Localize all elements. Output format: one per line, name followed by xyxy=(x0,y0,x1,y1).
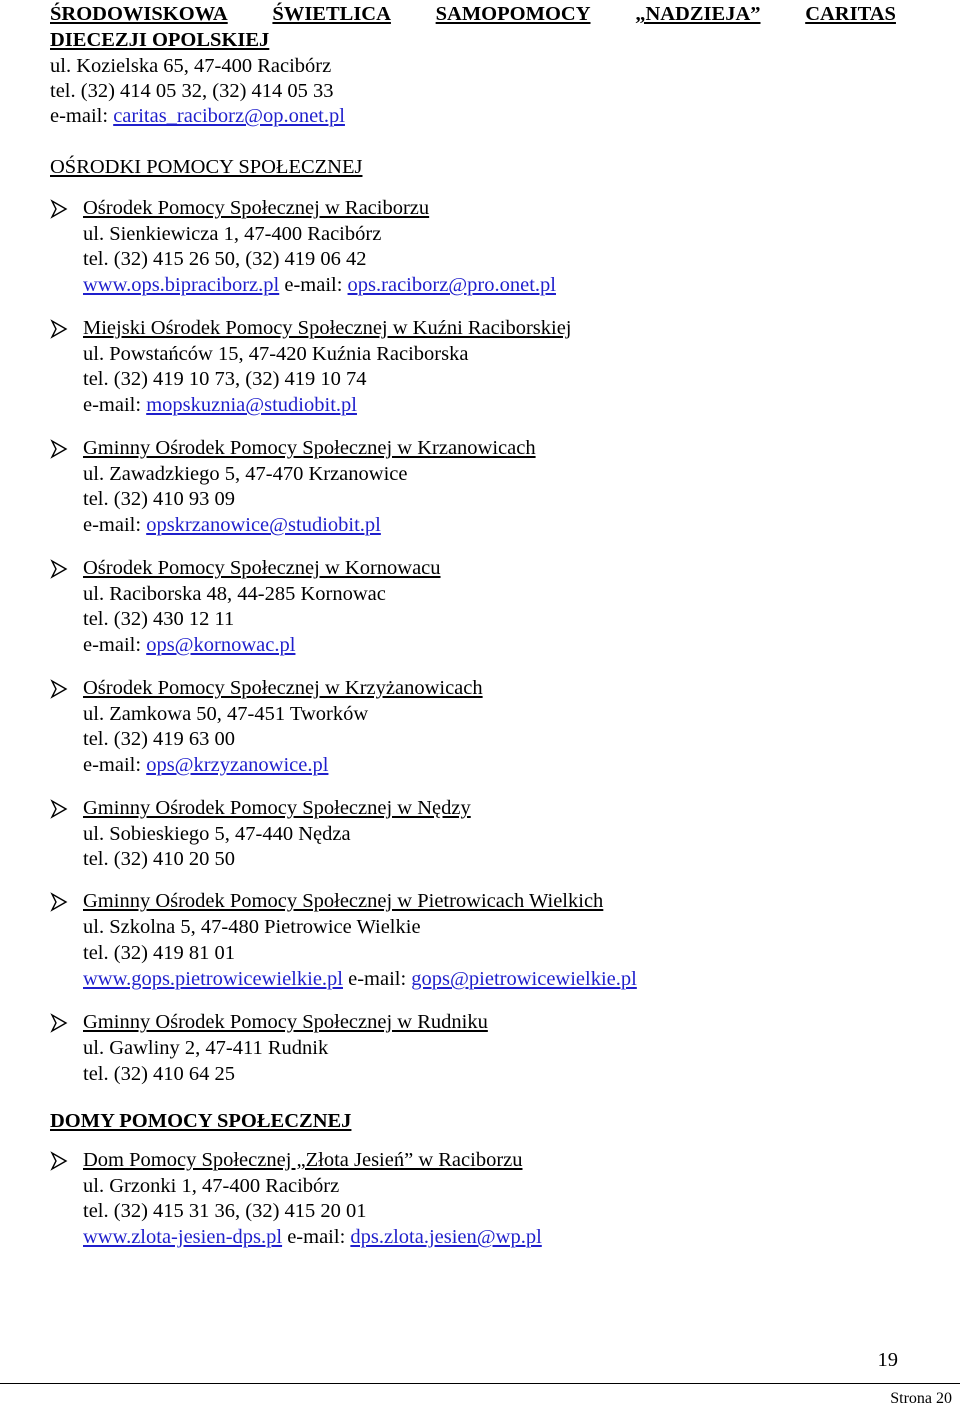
ops-item-phone: tel. (32) 419 63 00 xyxy=(83,728,236,750)
ops-item-address: ul. Sienkiewicza 1, 47-400 Racibórz xyxy=(83,223,382,245)
email-link[interactable]: ops.raciborz@pro.onet.pl xyxy=(347,274,556,296)
arrowhead-bullet-icon xyxy=(50,439,68,459)
caritas-heading xyxy=(50,2,896,26)
dps-item-address: ul. Grzonki 1, 47-400 Racibórz xyxy=(83,1175,340,1197)
arrowhead-bullet-icon xyxy=(50,1013,68,1033)
email-label: e-mail: xyxy=(50,105,109,127)
ops-item-web-row xyxy=(83,967,637,991)
ops-item-email-row xyxy=(83,633,295,657)
caritas-heading-word: SAMOPOMOCY xyxy=(435,3,591,25)
ops-section-title: OŚRODKI POMOCY SPOŁECZNEJ xyxy=(50,156,363,178)
arrowhead-bullet-icon xyxy=(50,1151,68,1171)
ops-item-phone: tel. (32) 419 81 01 xyxy=(83,942,236,964)
website-link[interactable]: www.ops.bipraciborz.pl xyxy=(83,274,280,296)
ops-item-name: Miejski Ośrodek Pomocy Społecznej w Kuźni Raciborskiej xyxy=(83,317,572,339)
footer-page-label: Strona 20 xyxy=(890,1390,952,1407)
email-label: e-mail: xyxy=(83,394,142,416)
caritas-heading-word: „NADZIEJA” xyxy=(635,3,761,25)
email-link[interactable]: mopskuznia@studiobit.pl xyxy=(146,394,357,416)
ops-item-name: Ośrodek Pomocy Społecznej w Raciborzu xyxy=(83,197,430,219)
ops-item-phone: tel. (32) 430 12 11 xyxy=(83,608,235,630)
arrowhead-bullet-icon xyxy=(50,319,68,339)
ops-item-phone: tel. (32) 410 64 25 xyxy=(83,1063,236,1085)
arrowhead-bullet-icon xyxy=(50,799,68,819)
caritas-heading-word: ŚRODOWISKOWA xyxy=(50,3,228,25)
arrowhead-bullet-icon xyxy=(50,679,68,699)
dps-item-name: Dom Pomocy Społecznej „Złota Jesień” w Raciborzu xyxy=(83,1149,523,1171)
caritas-email-link[interactable]: caritas_raciborz@op.onet.pl xyxy=(113,105,345,127)
ops-item-name: Ośrodek Pomocy Społecznej w Kornowacu xyxy=(83,557,441,579)
email-label: e-mail: xyxy=(287,1226,346,1248)
caritas-heading-word: CARITAS xyxy=(805,3,896,25)
ops-item-email-row xyxy=(83,393,357,417)
email-label: e-mail: xyxy=(284,274,343,296)
ops-item-address: ul. Zawadzkiego 5, 47-470 Krzanowice xyxy=(83,463,408,485)
ops-item-phone: tel. (32) 410 20 50 xyxy=(83,848,236,870)
ops-item-address: ul. Sobieskiego 5, 47-440 Nędza xyxy=(83,823,351,845)
ops-item-name: Ośrodek Pomocy Społecznej w Krzyżanowicach xyxy=(83,677,483,699)
caritas-heading-line2: DIECEZJI OPOLSKIEJ xyxy=(50,29,270,51)
caritas-phone: tel. (32) 414 05 32, (32) 414 05 33 xyxy=(50,80,334,102)
arrowhead-bullet-icon xyxy=(50,892,68,912)
ops-item-phone: tel. (32) 410 93 09 xyxy=(83,488,236,510)
website-link[interactable]: www.gops.pietrowicewielkie.pl xyxy=(83,968,343,990)
footer-divider xyxy=(0,1383,960,1384)
email-link[interactable]: opskrzanowice@studiobit.pl xyxy=(146,514,381,536)
ops-item-address: ul. Szkolna 5, 47-480 Pietrowice Wielkie xyxy=(83,916,421,938)
email-label: e-mail: xyxy=(83,634,142,656)
dps-section-title: DOMY POMOCY SPOŁECZNEJ xyxy=(50,1110,352,1132)
ops-item-address: ul. Powstańców 15, 47-420 Kuźnia Raciborska xyxy=(83,343,469,365)
ops-item-email-row xyxy=(83,513,381,537)
ops-item-name: Gminny Ośrodek Pomocy Społecznej w Nędzy xyxy=(83,797,471,819)
ops-item-address: ul. Zamkowa 50, 47-451 Tworków xyxy=(83,703,369,725)
email-link[interactable]: dps.zlota.jesien@wp.pl xyxy=(350,1226,542,1248)
email-link[interactable]: gops@pietrowicewielkie.pl xyxy=(411,968,637,990)
caritas-heading-word: ŚWIETLICA xyxy=(272,3,391,25)
email-link[interactable]: ops@kornowac.pl xyxy=(146,634,296,656)
ops-item-address: ul. Gawliny 2, 47-411 Rudnik xyxy=(83,1037,329,1059)
dps-item-phone: tel. (32) 415 31 36, (32) 415 20 01 xyxy=(83,1200,367,1222)
ops-item-name: Gminny Ośrodek Pomocy Społecznej w Rudniku xyxy=(83,1011,488,1033)
ops-item-email-row xyxy=(83,753,328,777)
email-label: e-mail: xyxy=(348,968,407,990)
email-label: e-mail: xyxy=(83,514,142,536)
ops-item-name: Gminny Ośrodek Pomocy Społecznej w Pietrowicach Wielkich xyxy=(83,890,604,912)
ops-item-phone: tel. (32) 419 10 73, (32) 419 10 74 xyxy=(83,368,367,390)
dps-item-web-row xyxy=(83,1225,542,1249)
ops-item-address: ul. Raciborska 48, 44-285 Kornowac xyxy=(83,583,386,605)
ops-item-web-row xyxy=(83,273,556,297)
page-number: 19 xyxy=(877,1349,898,1371)
ops-item-phone: tel. (32) 415 26 50, (32) 419 06 42 xyxy=(83,248,367,270)
ops-item-name: Gminny Ośrodek Pomocy Społecznej w Krzanowicach xyxy=(83,437,536,459)
arrowhead-bullet-icon xyxy=(50,559,68,579)
arrowhead-bullet-icon xyxy=(50,199,68,219)
email-link[interactable]: ops@krzyzanowice.pl xyxy=(146,754,329,776)
website-link[interactable]: www.zlota-jesien-dps.pl xyxy=(83,1226,283,1248)
caritas-email-row xyxy=(50,104,345,128)
caritas-address: ul. Kozielska 65, 47-400 Racibórz xyxy=(50,55,332,77)
email-label: e-mail: xyxy=(83,754,142,776)
